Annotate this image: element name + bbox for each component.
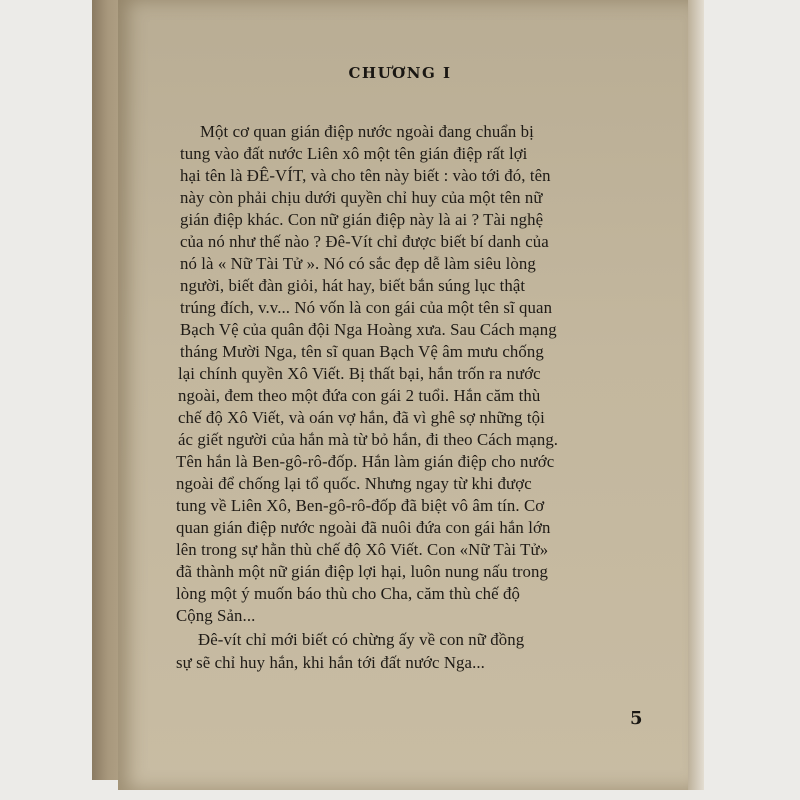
chapter-title: CHƯƠNG I [348,64,452,82]
page-number: 5 [630,708,643,729]
text-line: lòng một ý muốn báo thù cho Cha, căm thù chế độ [176,584,520,603]
text-line: hại tên là ĐÊ-VÍT, và cho tên này biết : vào tới đó, tên [180,166,551,185]
text-line: ác giết người của hắn mà từ bỏ hắn, đi theo Cách mạng. [178,430,559,449]
text-line: chế độ Xô Viết, và oán vợ hắn, đã vì ghê sợ những tội [178,408,545,427]
text-line: của nó như thế nào ? Đê-Vít chỉ được biết bí danh của [180,232,549,251]
text-line: Đê-vít chỉ mới biết có chừng ấy về con nữ đồng [198,630,525,649]
text-line: tung về Liên Xô, Ben-gô-rô-đốp đã biệt vô âm tín. Cơ [176,496,545,515]
text-line: Một cơ quan gián điệp nước ngoài đang chuẩn bị [200,122,534,141]
page-edge [688,0,704,790]
text-line: người, biết đàn giỏi, hát hay, biết bắn súng lục thật [180,276,526,295]
text-line: này còn phải chịu dưới quyền chỉ huy của một tên nữ [180,188,543,207]
text-line: ngoài để chống lại tổ quốc. Nhưng ngay từ khi được [176,474,532,493]
text-line: trúng đích, v.v... Nó vốn là con gái của một tên sĩ quan [180,298,553,317]
text-line: sự sẽ chỉ huy hắn, khi hắn tới đất nước Nga... [176,653,485,672]
text-line: quan gián điệp nước ngoài đã nuôi đứa con gái hắn lớn [176,518,551,537]
text-line: tháng Mười Nga, tên sĩ quan Bạch Vệ âm mưu chống [180,342,544,361]
text-line: ngoài, đem theo một đứa con gái 2 tuổi. Hắn căm thù [178,386,541,405]
text-line: tung vào đất nước Liên xô một tên gián điệp rất lợi [180,144,528,163]
text-line: nó là « Nữ Tài Tử ». Nó có sắc đẹp dễ làm siêu lòng [180,254,536,273]
text-line: Tên hắn là Ben-gô-rô-đốp. Hắn làm gián điệp cho nước [176,452,555,471]
text-line: đã thành một nữ gián điệp lợi hại, luôn nung nấu trong [176,562,548,581]
text-line: gián điệp khác. Con nữ gián điệp này là ai ? Tài nghệ [180,210,544,229]
text-line: lên trong sự hằn thù chế độ Xô Viết. Con «Nữ Tài Tử» [176,540,549,559]
text-line: Cộng Sản... [176,606,256,625]
text-line: lại chính quyền Xô Viết. Bị thất bại, hắn trốn ra nước [178,364,541,383]
text-line: Bạch Vệ của quân đội Nga Hoàng xưa. Sau Cách mạng [180,320,557,339]
